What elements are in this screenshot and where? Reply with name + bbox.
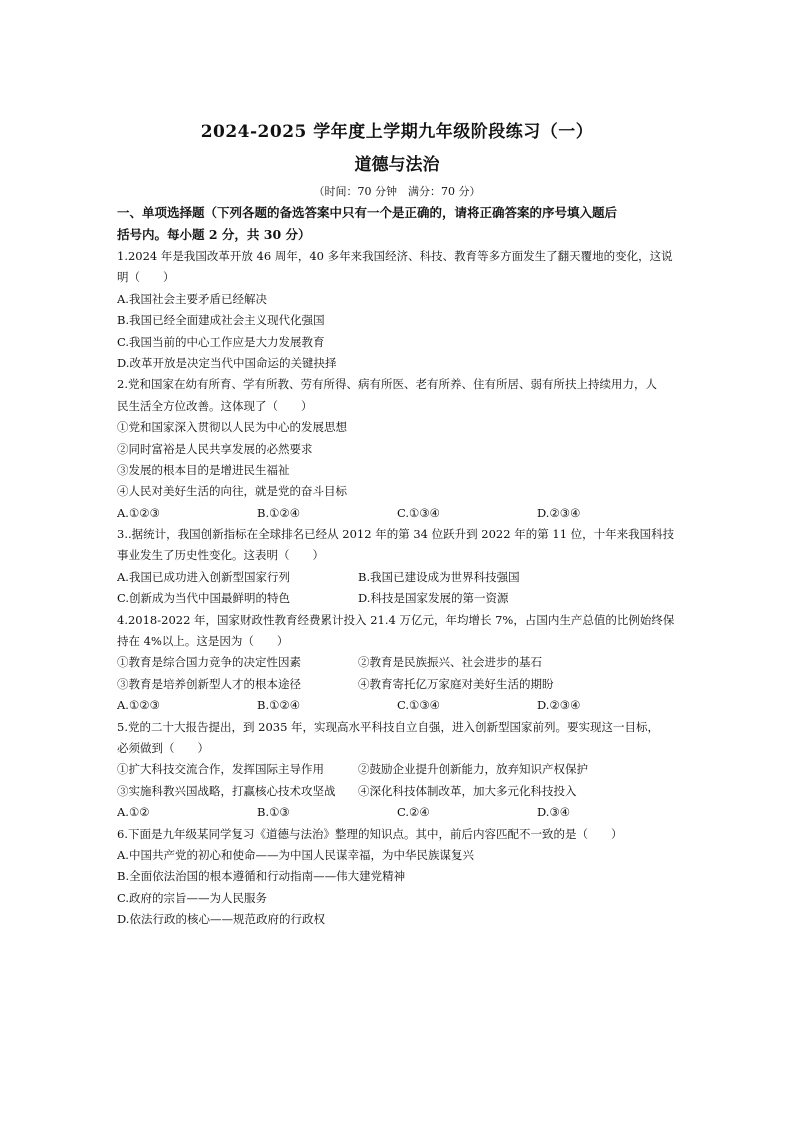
question-4-option: A.①②③ xyxy=(117,698,160,713)
question-3-options xyxy=(117,567,679,588)
question-6-option: B.全面依法治国的根本遵循和行动指南——伟大建党精神 xyxy=(117,869,406,884)
exam-title: 2024-2025 学年度上学期九年级阶段练习（一） xyxy=(200,122,594,142)
question-2-statement: ①党和国家深入贯彻以人民为中心的发展思想 xyxy=(117,420,347,435)
question-2-option: C.①③④ xyxy=(397,505,440,520)
section-instruction: 括号内。每小题 2 分，共 30 分） xyxy=(117,227,311,242)
question-4-option: D.②③④ xyxy=(537,698,581,713)
question-5-options xyxy=(117,802,679,823)
question-4-statements xyxy=(117,674,679,695)
question-4-stem: 持在 4%以上。这是因为（ ） xyxy=(117,634,289,649)
question-2-stem: 民生活全方位改善。这体现了（ ） xyxy=(117,398,313,413)
question-6-option: C.政府的宗旨——为人民服务 xyxy=(117,890,268,905)
question-4-stem: 4.2018-2022 年，国家财政性教育经费累计投入 21.4 万亿元，年均增长 7%，占国内生产总值的比例始终保 xyxy=(117,612,675,627)
question-1-option: C.我国当前的中心工作应是大力发展教育 xyxy=(117,334,325,349)
question-3-option: B.我国已建设成为世界科技强国 xyxy=(358,569,520,584)
question-3-option: C.创新成为当代中国最鲜明的特色 xyxy=(117,591,291,606)
question-3-stem: 3..据统计，我国创新指标在全球排名已经从 2012 年的第 34 位跃升到 2022 年的第 11 位，十年来我国科技 xyxy=(117,527,675,542)
exam-meta: （时间：70 分钟 满分：70 分） xyxy=(313,185,481,198)
question-6-option: D.依法行政的核心——规范政府的行政权 xyxy=(117,912,325,927)
question-4-option: B.①②④ xyxy=(257,698,301,713)
question-5-statement: ②鼓励企业提升创新能力，放弃知识产权保护 xyxy=(358,762,588,777)
question-5-statement: ③实施科教兴国战略，打赢核心技术攻坚战 xyxy=(117,783,336,798)
question-6-stem: 6.下面是九年级某同学复习《道德与法治》整理的知识点。其中，前后内容匹配不一致的是（ ） xyxy=(117,826,623,841)
question-4-statement: ①教育是综合国力竞争的决定性因素 xyxy=(117,655,301,670)
question-5-stem: 5.党的二十大报告提出，到 2035 年，实现高水平科技自立自强，进入创新型国家前列。要实现这一目标， xyxy=(117,719,660,734)
question-2-statement: ③发展的根本目的是增进民生福祉 xyxy=(117,462,290,477)
question-3-stem: 事业发生了历史性变化。这表明（ ） xyxy=(117,548,324,563)
question-5-stem: 必须做到（ ） xyxy=(117,740,209,755)
question-4-statement: ②教育是民族振兴、社会进步的基石 xyxy=(358,655,542,670)
question-4-statements xyxy=(117,652,679,673)
question-2-option: A.①②③ xyxy=(117,505,160,520)
question-3-option: A.我国已成功进入创新型国家行列 xyxy=(117,569,290,584)
question-2-statement: ④人民对美好生活的向往，就是党的奋斗目标 xyxy=(117,484,347,499)
question-4-option: C.①③④ xyxy=(397,698,440,713)
question-5-statement: ④深化科技体制改革，加大多元化科技投入 xyxy=(358,783,577,798)
question-2-options xyxy=(117,503,679,524)
question-4-statement: ③教育是培养创新型人才的根本途径 xyxy=(117,676,301,691)
question-5-option: A.①② xyxy=(117,805,150,820)
question-4-statement: ④教育寄托亿万家庭对美好生活的期盼 xyxy=(358,676,554,691)
question-2-stem: 2.党和国家在幼有所育、学有所教、劳有所得、病有所医、老有所养、住有所居、弱有所扶上持续用力，人 xyxy=(117,377,657,392)
question-3-option: D.科技是国家发展的第一资源 xyxy=(358,591,509,606)
question-5-option: D.③④ xyxy=(537,805,571,820)
question-2-option: B.①②④ xyxy=(257,505,301,520)
question-5-statements xyxy=(117,781,679,802)
question-1-option: B.我国已经全面建成社会主义现代化强国 xyxy=(117,313,325,328)
question-1-stem: 1.2024 年是我国改革开放 46 周年，40 多年来我国经济、科技、教育等多方面发生了翻天覆地的变化，这说 xyxy=(117,249,673,263)
question-2-statement: ②同时富裕是人民共享发展的必然要求 xyxy=(117,441,313,456)
section-instruction: 一、单项选择题（下列各题的备选答案中只有一个是正确的，请将正确答案的序号填入题后 xyxy=(117,205,618,220)
exam-content xyxy=(117,202,679,931)
question-5-option: C.②④ xyxy=(397,805,430,820)
subject-title: 道德与法治 xyxy=(354,155,440,175)
question-4-options xyxy=(117,695,679,716)
question-1-stem: 明（ ） xyxy=(117,270,175,285)
question-2-option: D.②③④ xyxy=(537,505,581,520)
question-1-option: A.我国社会主要矛盾已经解决 xyxy=(117,291,267,306)
question-3-options xyxy=(117,588,679,609)
question-5-statement: ①扩大科技交流合作，发挥国际主导作用 xyxy=(117,762,324,777)
question-6-option: A.中国共产党的初心和使命——为中国人民谋幸福，为中华民族谋复兴 xyxy=(117,847,474,862)
question-5-option: B.①③ xyxy=(257,805,290,820)
question-1-option: D.改革开放是决定当代中国命运的关键抉择 xyxy=(117,355,337,370)
question-5-statements xyxy=(117,759,679,780)
